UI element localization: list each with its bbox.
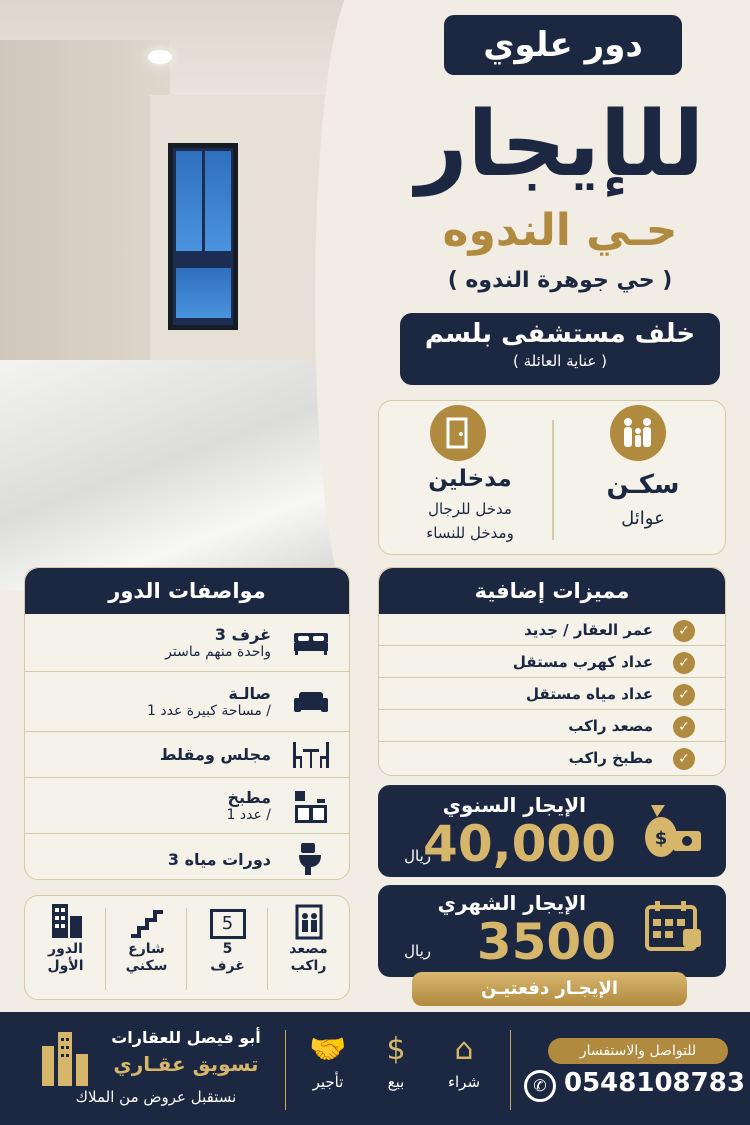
feature-item: ✓ عداد مياه مستقل [379,678,725,710]
svg-text:$: $ [654,828,668,849]
landmark-text: خلف مستشفى بلسم [424,319,696,349]
left-wall [0,40,170,400]
features-title: مميزات إضافية [379,568,725,614]
entrances-line1: مدخل للرجال [428,500,512,518]
family-icon [610,405,666,461]
house-dollar-icon: $ [386,1032,406,1067]
quick-facts-panel [24,895,350,1000]
service-buy[interactable]: ⌂ شراء [436,1032,492,1091]
spec-row [25,732,349,778]
sofa-icon [291,687,331,717]
annual-label: الإيجار السنوي [442,793,586,817]
monthly-price-box [378,885,726,977]
monthly-unit: ريال [404,942,431,960]
feature-item: ✓ مصعد راكب [379,710,725,742]
floor-type-badge: دور علوي [444,15,682,75]
housing-title: سكـن [606,470,680,500]
dining-icon [291,740,331,770]
spec-line1: 3 دورات مياه [167,849,271,869]
check-icon: ✓ [673,748,695,770]
spec-row [25,834,349,880]
spec-row [25,778,349,834]
footer [0,1012,750,1125]
specs-panel [24,567,350,880]
specs-title: مواصفات الدور [25,568,349,614]
district-subtitle: ( حي جوهرة الندوه ) [447,268,673,293]
contact-label: للتواصل والاستفسار [548,1038,728,1064]
spec-line2: عدد 1 / [226,807,271,823]
company-name: أبو فيصل للعقارات [111,1028,261,1047]
stairs-icon [106,896,187,941]
housing-value: عوائل [621,508,665,529]
check-icon: ✓ [673,652,695,674]
features-panel [378,567,726,776]
check-icon: ✓ [673,716,695,738]
annual-price-box [378,785,726,877]
room-photo [0,0,360,590]
monthly-value: 3500 [476,913,616,971]
quick-floor: الدور الأول [25,896,106,1000]
tagline: نستقبل عروض من الملاك [75,1088,237,1106]
window [168,143,238,330]
ceiling-light [148,50,172,64]
entrances-line2: ومدخل للنساء [426,524,514,542]
phone-number[interactable]: 0548108783 [564,1068,745,1098]
building-icon [25,896,106,941]
calendar-icon [643,899,703,959]
marble-floor [0,360,360,590]
door-icon [430,405,486,461]
spec-row [25,672,349,732]
annual-value: 40,000 [423,815,616,873]
company-logo [34,1026,94,1086]
spec-line2: مساحة كبيرة عدد 1 / [147,703,271,719]
quick-street: شارع سكني [106,896,187,1000]
spec-line1: مجلس ومقلط [159,745,271,764]
service-sell[interactable]: $ بيع [368,1032,424,1091]
entrances-title: مدخلين [428,466,512,492]
landmark-badge [400,313,720,385]
bed-icon [291,628,331,658]
spec-row [25,614,349,672]
toilet-icon [291,844,331,874]
info-divider [552,420,554,540]
check-icon: ✓ [673,684,695,706]
spec-line2: واحدة منهم ماستر [165,644,271,660]
monthly-label: الإيجار الشهري [437,891,586,915]
spec-line1: صالـة [228,684,271,703]
district-title: حـي الندوه [442,205,678,256]
landmark-subtext: ( عناية العائلة ) [512,352,607,370]
feature-item: ✓ مطبخ راكب [379,742,725,774]
house-search-icon: ⌂ [454,1032,474,1067]
feature-item: ✓ عداد كهرب مستقل [379,646,725,678]
annual-unit: ريال [404,847,431,865]
quick-rooms: 5 5 غرف [187,896,268,1000]
quick-elevator: مصعد راكب [268,896,349,1000]
feature-item: ✓ عمر العقار / جديد [379,614,725,646]
payment-note-badge: الإيجـار دفعتيـن [412,972,687,1006]
brand-name: تسويق عقـاري [113,1052,259,1076]
money-bag-icon [643,803,703,863]
for-rent-title: للإيجار [415,92,705,197]
spec-line1: مطبخ [227,788,271,807]
elevator-icon [268,896,349,941]
spec-line1: 3 غرف [214,625,271,644]
service-rent[interactable]: 🤝 تأجير [300,1032,356,1091]
kitchen-icon [291,791,331,821]
whatsapp-icon[interactable]: ✆ [524,1070,556,1102]
handshake-icon: 🤝 [309,1032,347,1067]
check-icon: ✓ [673,620,695,642]
rooms-icon: 5 [187,896,268,941]
